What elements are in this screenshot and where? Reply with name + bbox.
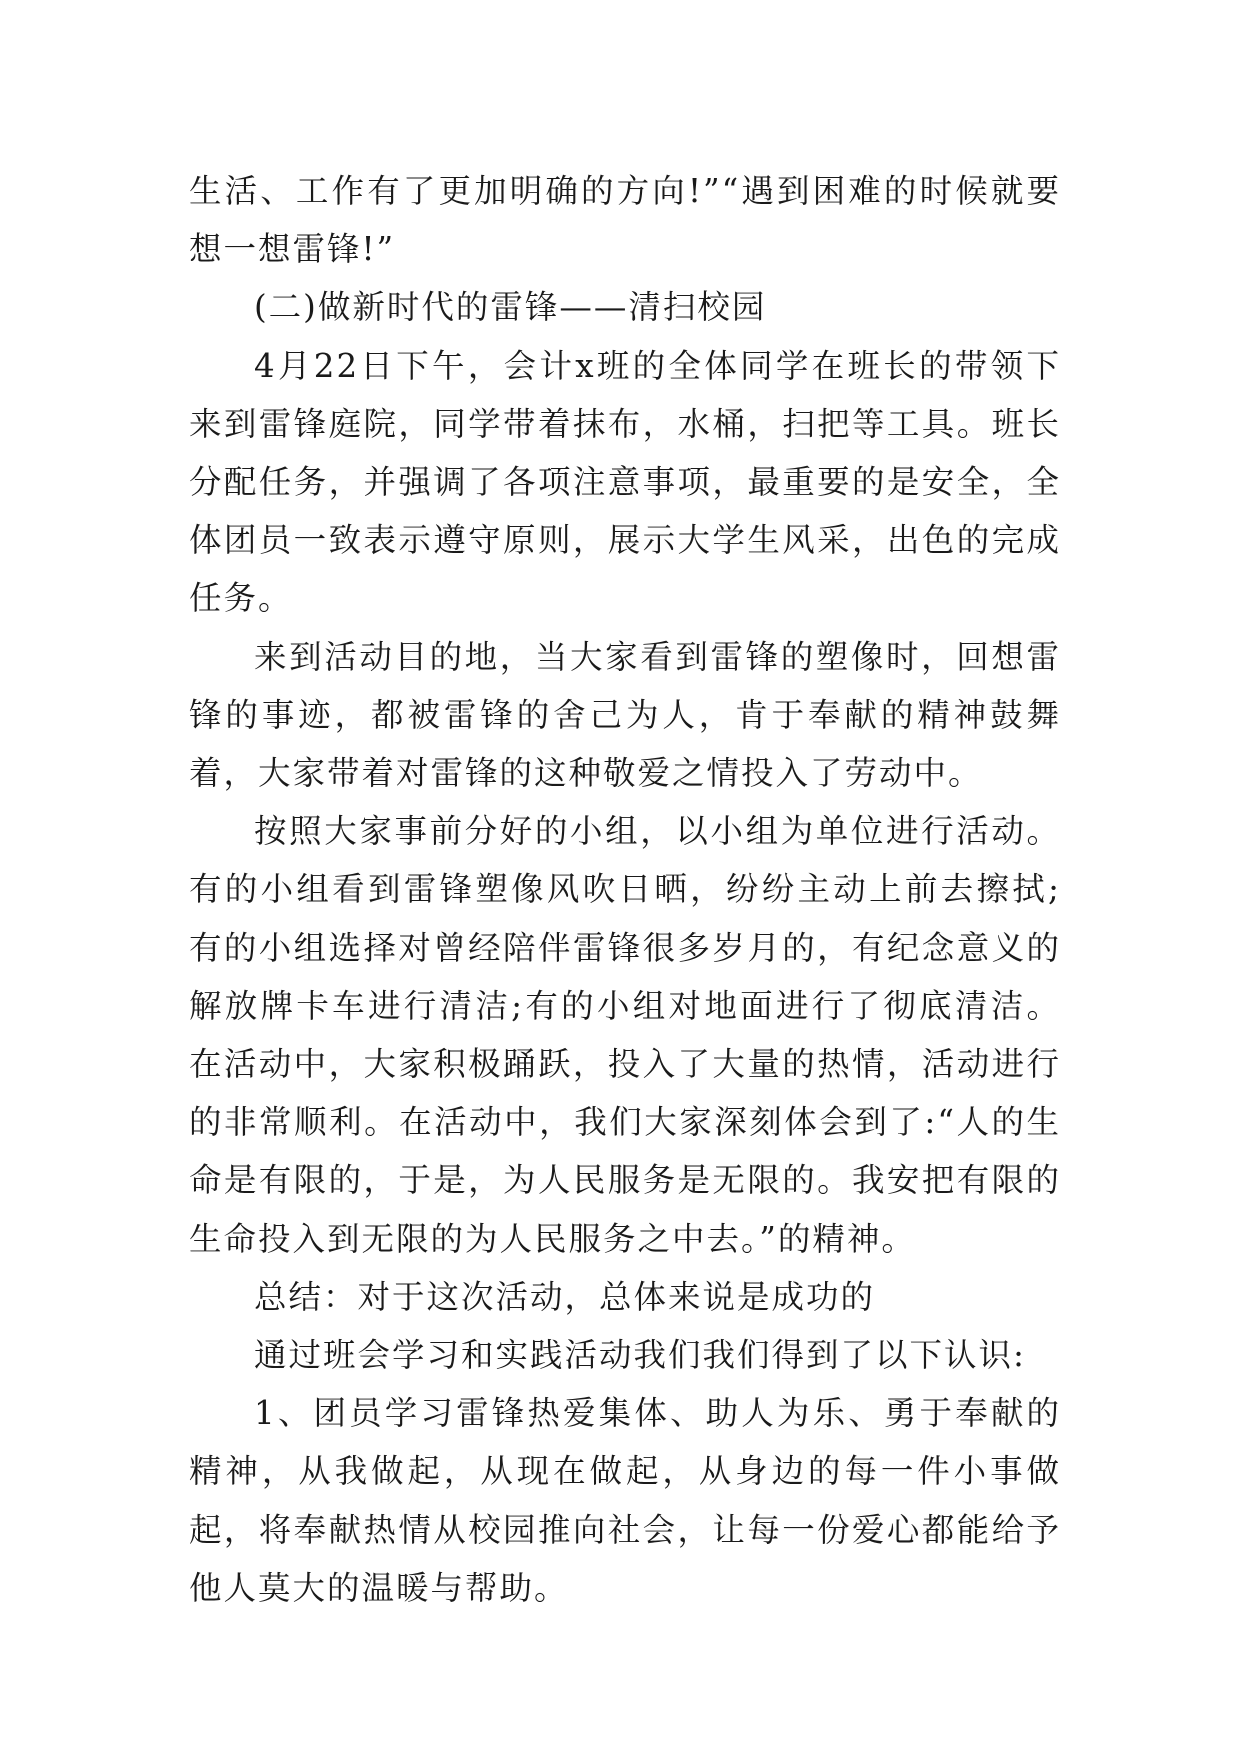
section-heading: (二)做新时代的雷锋——清扫校园 xyxy=(254,288,767,327)
paragraph-activity-intro: 4月22日下午，会计x班的全体同学在班长的带领下来到雷锋庭院，同学带着抹布，水桶，扫把等工具。班长分配任务，并强调了各项注意事项，最重要的是安全，全体团员一致表示遵守原则，展示大学生风采，出色的完成任务。 xyxy=(189,346,1061,618)
paragraph-learning-1: 1、团员学习雷锋热爱集体、助人为乐、勇于奉献的精神，从我做起，从现在做起，从身边的每一件小事做起，将奉献热情从校园推向社会，让每一份爱心都能给予他人莫大的温暖与帮助。 xyxy=(189,1394,1061,1607)
document-body xyxy=(189,162,1061,1617)
paragraph-groups: 按照大家事前分好的小组，以小组为单位进行活动。有的小组看到雷锋塑像风吹日晒，纷纷主动上前去擦拭;有的小组选择对曾经陪伴雷锋很多岁月的，有纪念意义的解放牌卡车进行清洁;有的小组对地面进行了彻底清洁。在活动中，大家积极踊跃，投入了大量的热情，活动进行的非常顺利。在活动中，我们大家深刻体会到了:“人的生命是有限的，于是，为人民服务是无限的。我安把有限的生命投入到无限的为人民服务之中去。”的精神。 xyxy=(189,812,1061,1258)
paragraph-summary: 总结：对于这次活动，总体来说是成功的 xyxy=(254,1277,876,1316)
paragraph-arrival: 来到活动目的地，当大家看到雷锋的塑像时，回想雷锋的事迹，都被雷锋的舍己为人，肯于奉献的精神鼓舞着，大家带着对雷锋的这种敬爱之情投入了劳动中。 xyxy=(189,637,1061,793)
paragraph-learnings-intro: 通过班会学习和实践活动我们我们得到了以下认识: xyxy=(254,1336,1026,1375)
paragraph-continuation: 生活、工作有了更加明确的方向!”“遇到困难的时候就要想一想雷锋!” xyxy=(189,172,1061,269)
